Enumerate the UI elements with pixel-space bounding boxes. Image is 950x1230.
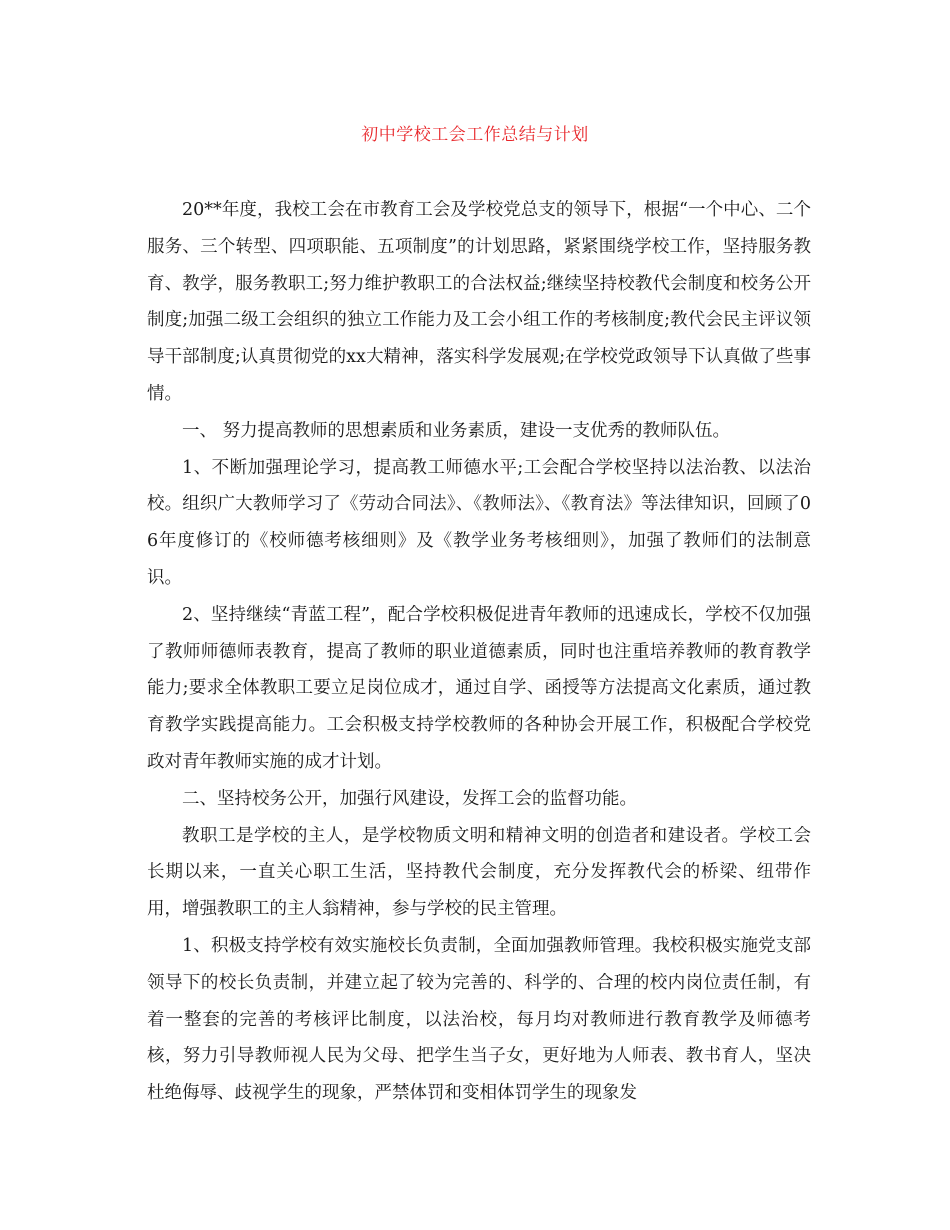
paragraph-theory-study: 1、不断加强理论学习，提高教工师德水平;工会配合学校坚持以法治教、以法治校。组织广大教师学习了《劳动合同法》、《教师法》、《教育法》等法律知识，回顾了06年度修订的《校师德考核细则》及《教学业务考核细则》，加强了教师们的法制意识。 (147, 457, 811, 588)
paragraph-principal-responsibility: 1、积极支持学校有效实施校长负责制，全面加强教师管理。我校积极实施党支部领导下的校长负责制，并建立起了较为完善的、科学的、合理的校内岗位责任制，有着一整套的完善的考核评比制度，以法治校，每月均对教师进行教育教学及师德考核，努力引导教师视人民为父母、把学生当子女，更好地为人师表、教书育人，坚决杜绝侮辱、歧视学生的现象，严禁体罚和变相体罚学生的现象发 (147, 935, 811, 1104)
section-heading-1: 一、 努力提高教师的思想素质和业务素质，建设一支优秀的教师队伍。 (182, 420, 731, 441)
section-heading-2: 二、坚持校务公开，加强行风建设，发挥工会的监督功能。 (182, 788, 637, 809)
document-body (147, 192, 811, 1112)
document-title: 初中学校工会工作总结与计划 (361, 125, 589, 145)
paragraph-staff-role: 教职工是学校的主人，是学校物质文明和精神文明的创造者和建设者。学校工会长期以来，一直关心职工生活，坚持教代会制度，充分发挥教代会的桥梁、纽带作用，增强教职工的主人翁精神，参与学校的民主管理。 (147, 825, 811, 920)
paragraph-intro: 20**年度，我校工会在市教育工会及学校党总支的领导下，根据“一个中心、二个服务、三个转型、四项职能、五项制度”的计划思路，紧紧围绕学校工作，坚持服务教育、教学，服务教职工;努力维护教职工的合法权益;继续坚持校教代会制度和校务公开制度;加强二级工会组织的独立工作能力及工会小组工作的考核制度;教代会民主评议领导干部制度;认真贯彻党的xx大精神，落实科学发展观;在学校党政领导下认真做了些事情。 (147, 200, 811, 404)
paragraph-qinglan-project: 2、坚持继续“青蓝工程”，配合学校积极促进青年教师的迅速成长，学校不仅加强了教师师德师表教育，提高了教师的职业道德素质，同时也注重培养教师的教育教学能力;要求全体教职工要立足岗位成才，通过自学、函授等方法提高文化素质，通过教育教学实践提高能力。工会积极支持学校教师的各种协会开展工作，积极配合学校党政对青年教师实施的成才计划。 (147, 604, 811, 772)
